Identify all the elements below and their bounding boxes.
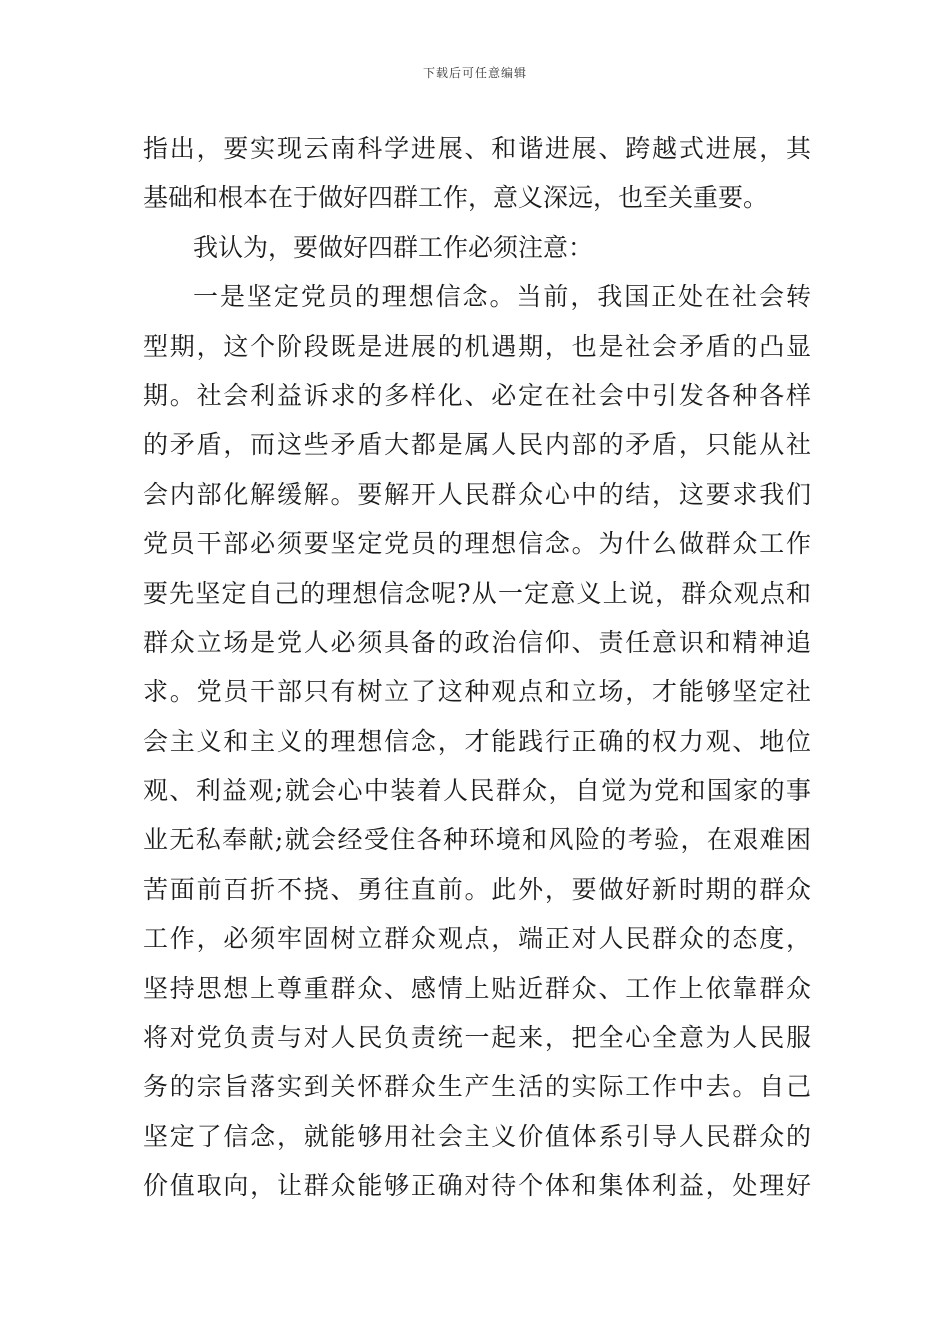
paragraph-line: 观、利益观;就会心中装着人民群众，自觉为党和国家的事 bbox=[143, 776, 811, 806]
paragraph-line: 型期，这个阶段既是进展的机遇期，也是社会矛盾的凸显 bbox=[143, 331, 811, 361]
paragraph-line: 基础和根本在于做好四群工作，意义深远，也至关重要。 bbox=[143, 183, 769, 213]
paragraph-line: 我认为，要做好四群工作必须注意： bbox=[193, 232, 594, 262]
paragraph-line: 群众立场是党人必须具备的政治信仰、责任意识和精神追 bbox=[143, 627, 811, 657]
paragraph-line: 价值取向，让群众能够正确对待个体和集体利益，处理好 bbox=[143, 1171, 811, 1201]
paragraph-line: 一是坚定党员的理想信念。当前，我国正处在社会转 bbox=[193, 282, 811, 312]
paragraph-line: 求。党员干部只有树立了这种观点和立场，才能够坚定社 bbox=[143, 677, 811, 707]
paragraph-line: 会主义和主义的理想信念，才能践行正确的权力观、地位 bbox=[143, 726, 811, 756]
paragraph-line: 指出，要实现云南科学进展、和谐进展、跨越式进展，其 bbox=[143, 134, 811, 163]
page-header: 下载后可任意编辑 bbox=[422, 66, 527, 80]
paragraph-line: 苦面前百折不挠、勇往直前。此外，要做好新时期的群众 bbox=[143, 874, 811, 904]
paragraph-line: 期。社会利益诉求的多样化、必定在社会中引发各种各样 bbox=[143, 380, 811, 410]
paragraph-line: 党员干部必须要坚定党员的理想信念。为什么做群众工作 bbox=[143, 529, 811, 559]
paragraph-line: 工作，必须牢固树立群众观点，端正对人民群众的态度， bbox=[143, 924, 811, 954]
paragraph-line: 的矛盾，而这些矛盾大都是属人民内部的矛盾，只能从社 bbox=[143, 430, 811, 460]
paragraph-line: 要先坚定自己的理想信念呢?从一定意义上说，群众观点和 bbox=[143, 578, 811, 608]
paragraph-line: 业无私奉献;就会经受住各种环境和风险的考验，在艰难困 bbox=[143, 825, 811, 855]
paragraph-line: 坚定了信念，就能够用社会主义价值体系引导人民群众的 bbox=[143, 1121, 811, 1151]
paragraph-line: 将对党负责与对人民负责统一起来，把全心全意为人民服 bbox=[143, 1023, 811, 1053]
paragraph-line: 务的宗旨落实到关怀群众生产生活的实际工作中去。自己 bbox=[143, 1072, 811, 1102]
paragraph-line: 会内部化解缓解。要解开人民群众心中的结，这要求我们 bbox=[143, 479, 811, 509]
paragraph-line: 坚持思想上尊重群众、感情上贴近群众、工作上依靠群众 bbox=[143, 973, 811, 1003]
document-body bbox=[143, 124, 811, 1211]
